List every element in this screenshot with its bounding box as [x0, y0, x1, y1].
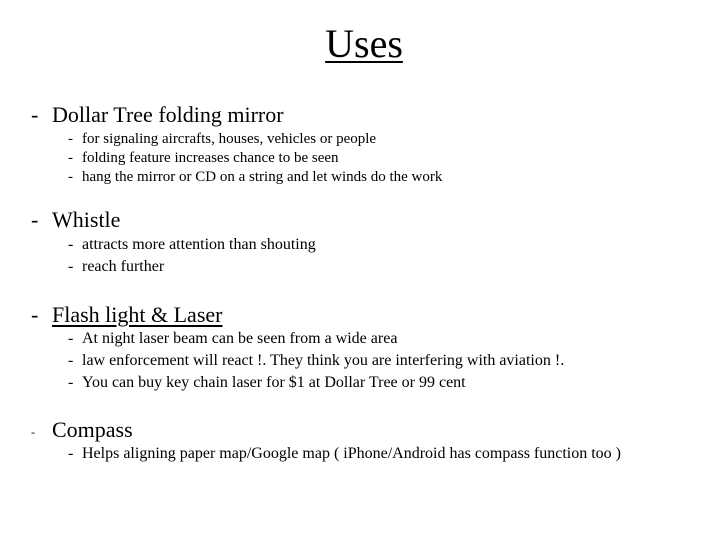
sub-bullet: - attracts more attention than shouting — [68, 236, 316, 253]
bullet-dollar-tree-mirror — [31, 102, 284, 128]
sub-bullet-text: You can buy key chain laser for $1 at Dollar Tree or 99 cent — [82, 374, 466, 391]
bullet-heading: Flash light & Laser — [52, 302, 223, 327]
bullet-whistle — [31, 207, 120, 233]
bullet-dash: - — [31, 302, 39, 327]
bullet-dash: - — [31, 425, 35, 439]
sub-bullet: - law enforcement will react !. They think you are interfering with aviation !. — [68, 352, 565, 369]
sub-bullet: - reach further — [68, 258, 165, 275]
bullet-dash: - — [31, 207, 39, 232]
sub-bullet-text: folding feature increases chance to be seen — [82, 150, 339, 166]
sub-bullet: - At night laser beam can be seen from a wide area — [68, 330, 398, 347]
sub-bullet: - You can buy key chain laser for $1 at Dollar Tree or 99 cent — [68, 374, 466, 391]
bullet-heading: Whistle — [52, 207, 121, 232]
sub-bullet-text: attracts more attention than shouting — [82, 236, 316, 253]
sub-bullet-text: hang the mirror or CD on a string and let winds do the work — [82, 169, 443, 185]
sub-bullet-text: for signaling aircrafts, houses, vehicles or people — [82, 131, 377, 147]
bullet-compass — [31, 417, 133, 445]
bullet-heading: Compass — [52, 417, 133, 442]
sub-bullet-text: reach further — [82, 258, 165, 275]
slide-title: Uses — [325, 21, 403, 66]
sub-bullet: - Helps aligning paper map/Google map ( iPhone/Android has compass function too ) — [68, 445, 622, 462]
bullet-dash: - — [31, 102, 39, 127]
sub-bullet: - hang the mirror or CD on a string and let winds do the work — [68, 169, 443, 185]
sub-bullet-text: At night laser beam can be seen from a wide area — [82, 330, 398, 347]
sub-bullet-text: law enforcement will react !. They think you are interfering with aviation !. — [82, 352, 565, 369]
sub-bullet: - for signaling aircrafts, houses, vehicles or people — [68, 131, 377, 147]
bullet-flash-light-laser — [31, 302, 222, 328]
sub-bullet: - folding feature increases chance to be seen — [68, 150, 339, 166]
sub-bullet-text: Helps aligning paper map/Google map ( iPhone/Android has compass function too ) — [82, 445, 622, 462]
bullet-heading: Dollar Tree folding mirror — [52, 102, 284, 127]
